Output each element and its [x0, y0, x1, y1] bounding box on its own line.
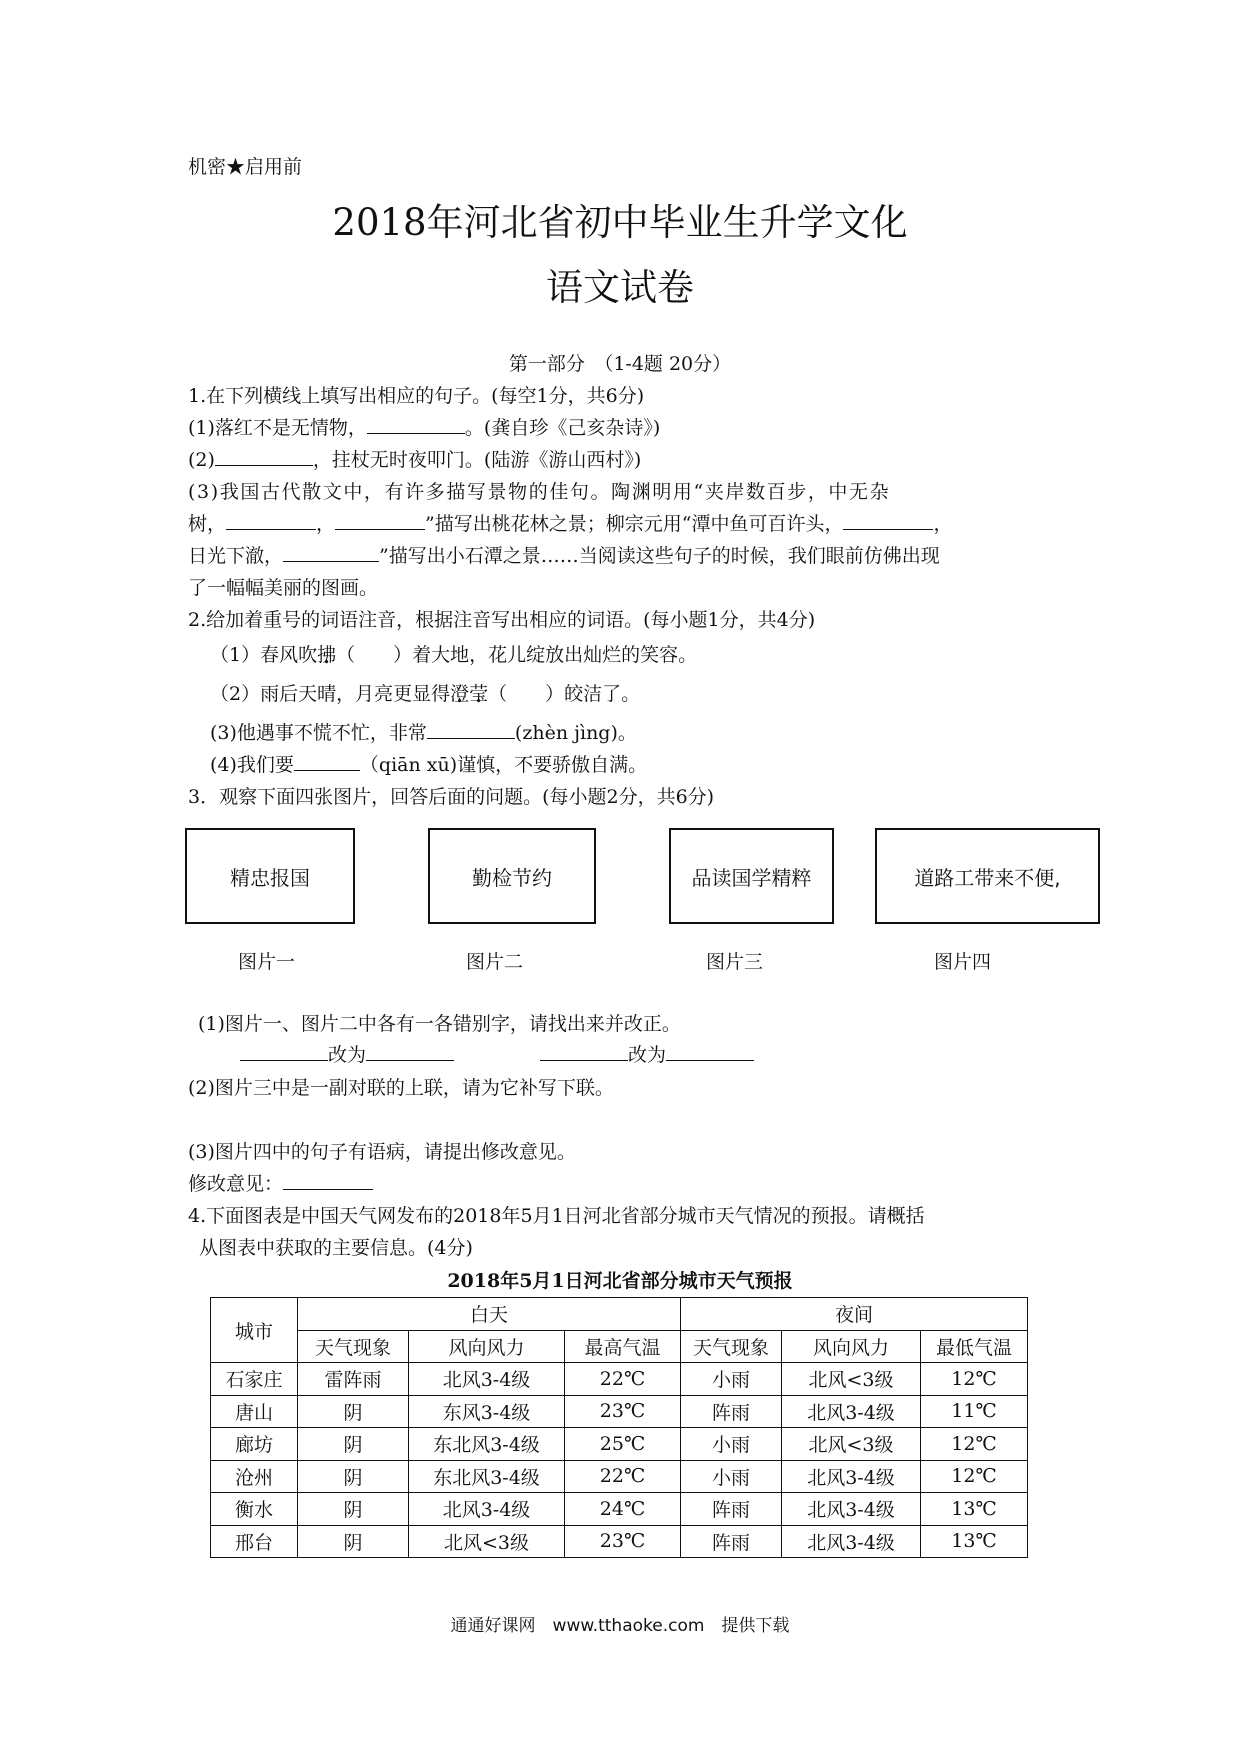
table-cell: 11℃ [921, 1395, 1028, 1428]
table-cell: 阴 [298, 1493, 409, 1526]
table-cell: 12℃ [921, 1460, 1028, 1493]
table-cell: 雷阵雨 [298, 1363, 409, 1396]
table-cell: 小雨 [681, 1363, 782, 1396]
subheader-cell: 最高气温 [565, 1330, 681, 1363]
picture-4-caption: 图片四 [934, 951, 992, 973]
revision-label: 修改意见： [188, 1173, 284, 1195]
answer-blank[interactable] [240, 1042, 328, 1061]
emphasis-char: 澄 [450, 683, 470, 705]
q1-item-3-line-3 [188, 541, 940, 568]
answer-blank[interactable] [427, 720, 515, 739]
table-cell: 23℃ [565, 1395, 681, 1428]
q2-item-4-text-b: （qiān xū)谨慎，不要骄傲自满。 [359, 754, 648, 776]
table-cell: 阵雨 [681, 1395, 782, 1428]
table-cell: 23℃ [565, 1525, 681, 1558]
q2-item-2 [210, 679, 640, 706]
exam-subtitle: 语文试卷 [546, 266, 694, 309]
picture-4-card: 道路工带来不便, [875, 828, 1100, 924]
table-cell: 12℃ [921, 1428, 1028, 1461]
answer-blank[interactable] [283, 1171, 373, 1190]
part-heading: 第一部分 （1-4题 20分） [508, 353, 732, 375]
change-to-label: 改为 [328, 1044, 367, 1066]
q2-item-3-text-b: (zhèn jìng)。 [514, 722, 637, 744]
table-cell: 东北风3-4级 [409, 1460, 565, 1493]
q1-item-3-line-2 [188, 509, 952, 536]
subheader-cell: 风向风力 [782, 1330, 921, 1363]
q2-stem: 2.给加着重号的词语注音，根据注音写出相应的词语。(每小题1分，共4分) [188, 609, 816, 631]
table-cell: 小雨 [681, 1428, 782, 1461]
q1-stem: 1.在下列横线上填写出相应的句子。(每空1分，共6分) [188, 385, 645, 407]
picture-1-caption: 图片一 [238, 951, 296, 973]
table-cell: 北风3-4级 [782, 1525, 921, 1558]
subheader-cell: 风向风力 [409, 1330, 565, 1363]
q3-sub-3-answer [188, 1169, 373, 1196]
answer-blank[interactable] [226, 511, 316, 530]
answer-blank[interactable] [335, 511, 425, 530]
weather-table [210, 1297, 1028, 1558]
q1-item-3-text-b: ， [316, 513, 336, 535]
q3-sub-3: (3)图片四中的句子有语病，请提出修改意见。 [188, 1141, 576, 1163]
table-cell: 北风3-4级 [409, 1363, 565, 1396]
table-cell: 廊坊 [211, 1428, 298, 1461]
table-cell: 13℃ [921, 1493, 1028, 1526]
table-subheader-row [211, 1330, 1028, 1363]
table-cell: 北风<3级 [782, 1428, 921, 1461]
answer-blank[interactable] [366, 1042, 454, 1061]
change-to-label: 改为 [628, 1044, 667, 1066]
answer-blank[interactable] [283, 543, 379, 562]
table-cell: 阵雨 [681, 1493, 782, 1526]
q1-item-3-line-1: (3)我国古代散文中，有许多描写景物的佳句。陶渊明用“夹岸数百步，中无杂 [188, 481, 891, 503]
table-cell: 东北风3-4级 [409, 1428, 565, 1461]
table-cell: 阵雨 [681, 1525, 782, 1558]
header-night: 夜间 [681, 1298, 1028, 1331]
subheader-cell: 天气现象 [298, 1330, 409, 1363]
answer-blank[interactable] [540, 1042, 628, 1061]
table-cell: 北风3-4级 [782, 1493, 921, 1526]
table-row [211, 1395, 1028, 1428]
header-daytime: 白天 [298, 1298, 681, 1331]
q2-item-1-text-b: （ ）着大地，花儿绽放出灿烂的笑容。 [336, 644, 698, 666]
subheader-cell: 最低气温 [921, 1330, 1028, 1363]
q2-item-4-text-a: (4)我们要 [210, 754, 294, 776]
q1-item-1 [188, 413, 660, 440]
table-cell: 阴 [298, 1395, 409, 1428]
table-cell: 12℃ [921, 1363, 1028, 1396]
q1-item-3-line-4: 了一幅幅美丽的图画。 [188, 577, 379, 599]
picture-3-card: 品读国学精粹 [669, 828, 834, 924]
table-cell: 25℃ [565, 1428, 681, 1461]
q1-item-3-text-c: ”描写出桃花林之景；柳宗元用“潭中鱼可百许头， [425, 513, 844, 535]
table-cell: 小雨 [681, 1460, 782, 1493]
table-row [211, 1525, 1028, 1558]
q3-sub-2: (2)图片三中是一副对联的上联，请为它补写下联。 [188, 1077, 614, 1099]
q1-item-2 [188, 445, 641, 472]
exam-title: 2018年河北省初中毕业生升学文化 [332, 201, 908, 244]
q2-item-1 [210, 640, 697, 667]
table-cell: 东风3-4级 [409, 1395, 565, 1428]
q1-item-3-text-e: 日光下澈， [188, 545, 284, 567]
q1-item-3-text-a: 树， [188, 513, 227, 535]
q4-stem-line-2: 从图表中获取的主要信息。(4分) [199, 1237, 473, 1259]
subheader-cell: 天气现象 [681, 1330, 782, 1363]
table-row [211, 1428, 1028, 1461]
table-cell: 唐山 [211, 1395, 298, 1428]
q2-item-3 [210, 718, 637, 745]
table-cell: 石家庄 [211, 1363, 298, 1396]
q3-sub-1-answers [240, 1040, 754, 1067]
emphasis-char: 拂 [317, 644, 337, 666]
table-cell: 24℃ [565, 1493, 681, 1526]
table-cell: 沧州 [211, 1460, 298, 1493]
q1-item-3-text-f: ”描写出小石潭之景……当阅读这些句子的时候，我们眼前仿佛出现 [379, 545, 940, 567]
answer-blank[interactable] [666, 1042, 754, 1061]
answer-blank[interactable] [367, 415, 465, 434]
table-cell: 22℃ [565, 1363, 681, 1396]
q1-item-2-text-b: ，拄杖无时夜叩门。(陆游《游山西村》) [312, 449, 642, 471]
confidential-label: 机密★启用前 [188, 156, 303, 178]
picture-2-caption: 图片二 [466, 951, 524, 973]
table-cell: 阴 [298, 1460, 409, 1493]
table-cell: 邢台 [211, 1525, 298, 1558]
q1-item-1-text-b: 。(龚自珍《己亥杂诗》) [464, 417, 661, 439]
picture-3-caption: 图片三 [706, 951, 764, 973]
table-cell: 13℃ [921, 1525, 1028, 1558]
table-cell: 阴 [298, 1525, 409, 1558]
table-title: 2018年5月1日河北省部分城市天气预报 [447, 1270, 793, 1292]
table-cell: 北风<3级 [782, 1363, 921, 1396]
table-cell: 阴 [298, 1428, 409, 1461]
answer-blank[interactable] [294, 752, 360, 771]
header-city: 城市 [211, 1298, 298, 1363]
table-cell: 衡水 [211, 1493, 298, 1526]
q4-stem-line-1: 4.下面图表是中国天气网发布的2018年5月1日河北省部分城市天气情况的预报。请概括 [188, 1205, 925, 1227]
q1-item-1-text-a: (1)落红不是无情物， [188, 417, 367, 439]
q2-item-3-text-a: (3)他遇事不慌不忙，非常 [210, 722, 427, 744]
emphasis-char: 莹 [469, 683, 489, 705]
table-cell: 22℃ [565, 1460, 681, 1493]
picture-2-card: 勤检节约 [428, 828, 596, 924]
table-row [211, 1460, 1028, 1493]
footer-text: 通通好课网 www.tthaoke.com 提供下载 [450, 1616, 790, 1636]
q2-item-1-text-a: （1）春风吹 [210, 644, 318, 666]
q2-item-4 [210, 750, 647, 777]
q1-item-2-text-a: (2) [188, 449, 215, 471]
table-row [211, 1493, 1028, 1526]
picture-1-card: 精忠报国 [185, 828, 355, 924]
table-row [211, 1363, 1028, 1396]
q2-item-2-text-b: （ ）皎洁了。 [488, 683, 641, 705]
q3-stem: 3．观察下面四张图片，回答后面的问题。(每小题2分，共6分) [188, 786, 715, 808]
table-cell: 北风<3级 [409, 1525, 565, 1558]
answer-blank[interactable] [215, 447, 313, 466]
q3-sub-1: (1)图片一、图片二中各有一各错别字，请找出来并改正。 [198, 1013, 681, 1035]
table-cell: 北风3-4级 [409, 1493, 565, 1526]
q2-item-2-text-a: （2）雨后天晴，月亮更显得 [210, 683, 451, 705]
answer-blank[interactable] [843, 511, 933, 530]
q1-item-3-text-d: ， [933, 513, 953, 535]
table-cell: 北风3-4级 [782, 1395, 921, 1428]
table-cell: 北风3-4级 [782, 1460, 921, 1493]
table-header-row [211, 1298, 1028, 1331]
